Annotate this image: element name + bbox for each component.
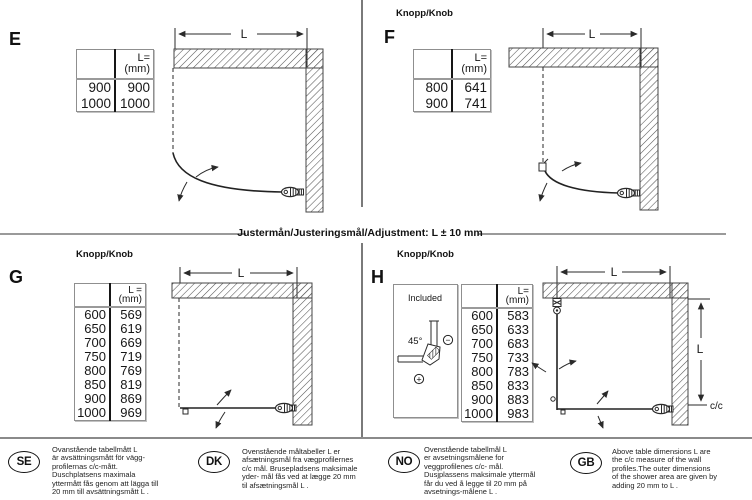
swing-arrow-icon	[216, 412, 225, 428]
text-line: 20 mm till avsättningsmått L .	[52, 487, 149, 497]
table-cell: 833	[507, 378, 529, 393]
locale-badge-gb: GB	[570, 452, 602, 474]
table-cell: 583	[507, 308, 529, 323]
table-row	[75, 350, 146, 364]
table-cell: 1000	[75, 406, 111, 421]
table-cell: 900	[462, 393, 498, 407]
text-line: Above table dimensions L are	[612, 447, 711, 456]
table-row	[75, 406, 146, 421]
knob-icon	[553, 299, 561, 314]
table-body	[75, 307, 146, 421]
table-header-row	[75, 284, 146, 308]
locale-badge-se: SE	[8, 451, 40, 473]
table-row	[77, 79, 154, 96]
text-line: (mm)	[461, 63, 487, 75]
footer-text-se	[52, 446, 158, 496]
knob-icon	[276, 403, 297, 412]
table-cell: 600	[462, 308, 498, 323]
plus-icon: +	[416, 374, 422, 385]
table-cell: 969	[120, 405, 142, 420]
text-line: L=	[517, 286, 529, 297]
table-row	[75, 336, 146, 350]
table-cell: 1000	[119, 95, 150, 111]
table-body	[77, 79, 154, 112]
swing-arrow-icon	[559, 361, 576, 369]
size-table-e	[76, 49, 154, 112]
table-cell: 683	[507, 336, 529, 351]
text-line: yttermått fås genom att lägga till	[52, 478, 159, 488]
table-header-row	[462, 285, 533, 309]
swing-arrow-icon	[179, 182, 187, 201]
table-row	[75, 307, 146, 322]
table-cell: 800	[414, 79, 453, 96]
table-row	[75, 378, 146, 392]
text-line: L=	[474, 52, 487, 64]
footer-text-dk	[242, 448, 357, 490]
text-line: Dusjplassens maksimale yttermål	[424, 470, 536, 480]
table-cell: 819	[120, 377, 142, 392]
wall-right	[293, 283, 312, 425]
text-line: L =	[128, 285, 142, 296]
table-cell: 783	[507, 364, 529, 379]
table-cell: 650	[75, 322, 111, 336]
swing-arrow-icon	[540, 183, 547, 201]
text-line: Ovanstående tabellmått L	[52, 445, 138, 454]
top-section-divider	[361, 0, 363, 207]
knob-icon	[282, 187, 304, 196]
model-width-header	[414, 50, 453, 80]
table-body	[414, 79, 491, 112]
locale-badge-no: NO	[388, 451, 420, 473]
table-cell: 750	[75, 350, 111, 364]
swing-arrow-icon	[196, 167, 218, 177]
text-line: yder- mål fås ved at lægge 20 mm	[242, 472, 356, 482]
text-line: (mm)	[505, 295, 529, 306]
knob-icon	[618, 188, 640, 197]
table-cell: 619	[120, 321, 142, 336]
text-line: til afsætningsmål L .	[242, 480, 309, 490]
knob-label-h: Knopp/Knob	[397, 249, 454, 260]
wall-top	[172, 283, 312, 298]
diagram-h	[528, 258, 752, 430]
text-line: afsætningsmål fra vægprofilernes	[242, 455, 354, 465]
table-cell: 700	[462, 337, 498, 351]
table-row	[77, 96, 154, 112]
table-body	[462, 308, 533, 422]
wall-right	[672, 283, 688, 425]
table-cell: 633	[507, 322, 529, 337]
table-cell: 800	[462, 365, 498, 379]
text-line: veggprofilenes c/c- mål.	[424, 461, 504, 471]
size-table-h	[461, 284, 533, 422]
hinge-icon	[561, 410, 565, 414]
table-cell: 850	[462, 379, 498, 393]
text-line: profilernas c/c-mått.	[52, 461, 118, 471]
swing-arrow-icon	[562, 163, 581, 171]
included-parts-drawing	[394, 285, 457, 417]
text-line: (mm)	[118, 294, 142, 305]
table-header-row	[77, 50, 154, 80]
table-cell: 850	[75, 378, 111, 392]
swing-arrow-icon	[217, 390, 231, 405]
included-label: Included	[407, 293, 443, 303]
cc-label: c/c	[710, 401, 723, 412]
table-row	[462, 337, 533, 351]
table-cell: 700	[75, 336, 111, 350]
minus-icon: −	[445, 335, 451, 346]
table-cell: 569	[120, 307, 142, 322]
l-dimension-header	[110, 284, 146, 308]
table-row	[462, 323, 533, 337]
bottom-section-divider	[361, 243, 363, 437]
angle-label: 45°	[408, 336, 423, 347]
table-header-row	[414, 50, 491, 80]
table-cell: 600	[75, 307, 111, 322]
table-row	[462, 393, 533, 407]
section-letter-f: F	[384, 27, 395, 47]
text-line: Ovenstående tabellmål L	[424, 445, 507, 454]
text-line: c/c mål. Brusepladsens maksimale	[242, 463, 358, 473]
swing-arrow-icon	[598, 416, 603, 428]
dim-l-side-label: L	[696, 342, 704, 356]
knob-icon	[653, 404, 674, 413]
table-cell: 769	[120, 363, 142, 378]
text-line: adding 20 mm to L .	[612, 480, 679, 490]
table-cell: 750	[462, 351, 498, 365]
table-row	[414, 79, 491, 96]
door-arc	[173, 153, 282, 192]
table-cell: 719	[120, 349, 142, 364]
section-letter-g: G	[9, 267, 24, 287]
table-row	[462, 308, 533, 323]
footer-text-no	[424, 446, 535, 496]
table-row	[75, 392, 146, 406]
text-line: of the shower area are given by	[612, 472, 718, 482]
table-cell: 900	[127, 80, 150, 95]
wall-top	[509, 48, 658, 67]
swing-arrow-icon	[597, 391, 608, 404]
text-line: får du ved å legge til 20 mm på	[424, 478, 527, 488]
text-line: the c/c measure of the wall	[612, 455, 702, 465]
table-cell: 983	[507, 406, 529, 421]
text-line: er avsetningsmålene for	[424, 453, 505, 463]
hinge-icon	[544, 159, 548, 163]
table-cell: 733	[507, 350, 529, 365]
table-cell: 669	[120, 335, 142, 350]
size-table-f	[413, 49, 491, 112]
locale-badge-dk: DK	[198, 451, 230, 473]
dim-l-label: L	[610, 265, 618, 279]
adjustment-divider-line-right	[478, 233, 726, 235]
diagram-f	[500, 25, 665, 215]
l-dimension-header	[452, 50, 491, 80]
table-cell: 883	[507, 392, 529, 407]
included-parts-box	[393, 284, 458, 418]
dim-l-label: L	[240, 27, 248, 41]
table-row	[414, 96, 491, 112]
door-arc	[545, 171, 619, 193]
table-cell: 869	[120, 391, 142, 406]
text-line: (mm)	[124, 63, 150, 75]
size-table-g	[74, 283, 146, 421]
section-letter-h: H	[371, 267, 384, 287]
table-row	[75, 322, 146, 336]
table-cell: 650	[462, 323, 498, 337]
swing-arrow-icon	[532, 363, 546, 372]
table-cell: 1000	[462, 407, 498, 422]
footer-divider-line	[0, 437, 752, 439]
table-cell: 800	[75, 364, 111, 378]
diagram-e	[165, 25, 325, 215]
hinge-icon	[539, 163, 546, 171]
adjustment-label: Justermån/Justeringsmål/Adjustment: L ± 10 mm	[237, 227, 483, 239]
table-cell: 900	[414, 96, 453, 112]
footer-text-gb	[612, 448, 717, 490]
knob-label-g: Knopp/Knob	[76, 249, 133, 260]
diagram-g	[170, 265, 315, 430]
wall-top	[543, 283, 688, 298]
hinge-icon	[551, 397, 555, 401]
table-row	[462, 379, 533, 393]
table-cell: 900	[77, 79, 116, 96]
text-line: är avsättningsmått för vägg-	[52, 453, 145, 463]
wall-right	[306, 49, 323, 212]
dim-l-label: L	[237, 266, 245, 280]
knob-label-f: Knopp/Knob	[396, 8, 453, 19]
adjustment-divider-line-left	[0, 233, 246, 235]
text-line: profiles.The outer dimensions	[612, 463, 711, 473]
text-line: avsetnings-målene L .	[424, 487, 498, 497]
text-line: L=	[137, 52, 150, 64]
table-row	[462, 351, 533, 365]
table-cell: 741	[464, 95, 487, 111]
hinge-icon	[183, 409, 188, 414]
wall-top	[174, 49, 323, 68]
table-cell: 641	[464, 80, 487, 95]
table-row	[462, 407, 533, 422]
table-cell: 900	[75, 392, 111, 406]
text-line: Ovenstående måltabeller L er	[242, 447, 341, 456]
model-width-header	[462, 285, 498, 309]
model-width-header	[77, 50, 116, 80]
model-width-header	[75, 284, 111, 308]
table-row	[462, 365, 533, 379]
wall-right	[640, 48, 658, 210]
table-cell: 1000	[77, 96, 116, 112]
section-letter-e: E	[9, 29, 22, 49]
l-dimension-header	[115, 50, 154, 80]
dim-l-label: L	[588, 27, 596, 41]
text-line: Duschplatsens maximala	[52, 470, 136, 480]
table-row	[75, 364, 146, 378]
